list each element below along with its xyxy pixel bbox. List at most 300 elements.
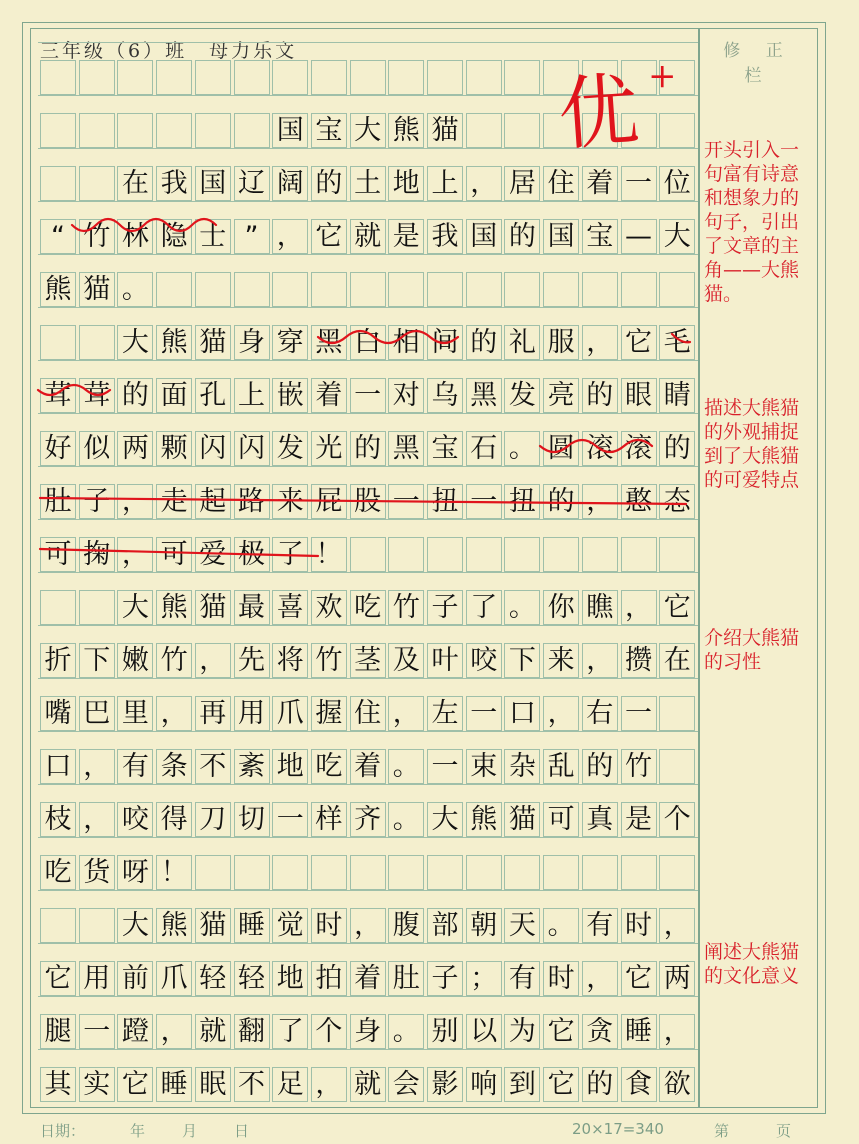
grid-cell (156, 272, 192, 307)
grid-cell (543, 855, 579, 890)
grid-cell: 大 (117, 325, 153, 360)
grid-cell: 咬 (117, 802, 153, 837)
grid-cell (79, 166, 115, 201)
grid-cell: 就 (350, 1067, 386, 1102)
grid-cell: 扭 (504, 484, 540, 519)
grid-cell: 滚 (582, 431, 618, 466)
grid-cell (195, 60, 231, 95)
grid-cell (659, 113, 695, 148)
grid-cell: 它 (543, 1067, 579, 1102)
grid-cell: 它 (311, 219, 347, 254)
row-divider (38, 572, 698, 573)
grid-cell: 态 (659, 484, 695, 519)
grid-cell: 茸 (40, 378, 76, 413)
grid-cell: 身 (234, 325, 270, 360)
row-divider (38, 42, 698, 43)
grid-cell: 猫 (504, 802, 540, 837)
grid-cell: 宝 (427, 431, 463, 466)
grid-cell: 礼 (504, 325, 540, 360)
grid-cell (40, 60, 76, 95)
grid-cell: 白 (350, 325, 386, 360)
grid-cell: ； (466, 961, 502, 996)
grid-cell: 欢 (311, 590, 347, 625)
grid-cell: 国 (272, 113, 308, 148)
row-divider (38, 678, 698, 679)
grid-cell: 瞧 (582, 590, 618, 625)
grid-cell: 孔 (195, 378, 231, 413)
grid-cell: ” (234, 219, 270, 254)
page-prefix: 第 (714, 1122, 730, 1140)
grid-cell (621, 855, 657, 890)
grade-mark: 优 (555, 63, 642, 162)
grid-cell: 口 (504, 696, 540, 731)
grid-cell (582, 537, 618, 572)
grid-cell: 的 (582, 1067, 618, 1102)
grid-cell: 吃 (40, 855, 76, 890)
grid-cell (504, 537, 540, 572)
grid-cell: 起 (195, 484, 231, 519)
date-month: 月 (182, 1122, 198, 1140)
grid-cell: 觉 (272, 908, 308, 943)
grid-cell: 住 (350, 696, 386, 731)
grid-cell: 熊 (388, 113, 424, 148)
grid-cell: 发 (272, 431, 308, 466)
grid-cell: 隐 (156, 219, 192, 254)
grid-cell (659, 749, 695, 784)
grid-cell: 颗 (156, 431, 192, 466)
grid-cell: 猫 (427, 113, 463, 148)
row-divider (38, 1049, 698, 1050)
grid-cell: 肚 (388, 961, 424, 996)
grid-cell (350, 272, 386, 307)
grid-cell (621, 537, 657, 572)
grid-row (38, 201, 698, 254)
grid-cell: 一 (350, 378, 386, 413)
grid-cell (350, 537, 386, 572)
grid-cell (195, 855, 231, 890)
grid-cell: 真 (582, 802, 618, 837)
grid-cell: 刀 (195, 802, 231, 837)
grid-cell: 它 (117, 1067, 153, 1102)
grid-cell: 以 (466, 1014, 502, 1049)
grid-cell: 。 (117, 272, 153, 307)
grid-cell: ， (350, 908, 386, 943)
grid-cell: 吃 (350, 590, 386, 625)
grid-cell (40, 113, 76, 148)
row-divider (38, 201, 698, 202)
grid-cell: 圆 (543, 431, 579, 466)
grid-cell: 辽 (234, 166, 270, 201)
grid-cell (388, 537, 424, 572)
grid-cell: 股 (350, 484, 386, 519)
grid-cell: 大 (350, 113, 386, 148)
grid-cell: 个 (659, 802, 695, 837)
row-divider (38, 360, 698, 361)
grid-cell (582, 272, 618, 307)
grid-cell: 走 (156, 484, 192, 519)
grid-cell: 切 (234, 802, 270, 837)
grid-cell: ， (156, 696, 192, 731)
grid-cell: 有 (582, 908, 618, 943)
grid-cell: ！ (311, 537, 347, 572)
grid-cell: 大 (117, 908, 153, 943)
grid-cell: ， (195, 643, 231, 678)
grid-cell: 大 (117, 590, 153, 625)
grid-cell: 在 (659, 643, 695, 678)
grid-cell: 路 (234, 484, 270, 519)
row-divider (38, 519, 698, 520)
grid-cell: 了 (272, 1014, 308, 1049)
grid-row (38, 943, 698, 996)
grid-cell (311, 272, 347, 307)
grid-cell (659, 855, 695, 890)
grid-cell: 右 (582, 696, 618, 731)
grid-cell: 喜 (272, 590, 308, 625)
grid-row (38, 678, 698, 731)
grid-cell: 着 (311, 378, 347, 413)
grid-row (38, 413, 698, 466)
grid-cell: 乱 (543, 749, 579, 784)
grid-cell: 时 (543, 961, 579, 996)
grid-cell: 亮 (543, 378, 579, 413)
grid-cell: 部 (427, 908, 463, 943)
grid-cell: 着 (350, 961, 386, 996)
grid-cell: 黑 (388, 431, 424, 466)
grid-cell: — (621, 219, 657, 254)
date-year: 年 (130, 1122, 146, 1140)
grid-cell: 欲 (659, 1067, 695, 1102)
grid-cell: 竹 (388, 590, 424, 625)
grid-cell (40, 590, 76, 625)
grid-cell (427, 60, 463, 95)
grid-cell: 会 (388, 1067, 424, 1102)
grid-cell (79, 908, 115, 943)
grid-cell: 的 (504, 219, 540, 254)
grid-cell: 的 (543, 484, 579, 519)
grid-cell: 的 (311, 166, 347, 201)
row-divider (38, 784, 698, 785)
grid-cell: 咬 (466, 643, 502, 678)
grid-cell: 轻 (234, 961, 270, 996)
grid-cell: 嫩 (117, 643, 153, 678)
grid-cell: 巴 (79, 696, 115, 731)
grid-cell (79, 325, 115, 360)
grid-cell (388, 855, 424, 890)
grid-cell: 士 (195, 219, 231, 254)
grid-cell: 朝 (466, 908, 502, 943)
grid-cell (79, 60, 115, 95)
grid-row (38, 731, 698, 784)
grid-cell: 睡 (156, 1067, 192, 1102)
margin-note-habits: 介绍大熊猫的习性 (704, 627, 800, 673)
grid-cell: 时 (621, 908, 657, 943)
grid-cell: 样 (311, 802, 347, 837)
grid-cell: 有 (117, 749, 153, 784)
grid-cell: 两 (117, 431, 153, 466)
grid-cell (504, 60, 540, 95)
grid-cell (117, 113, 153, 148)
grid-cell: 它 (543, 1014, 579, 1049)
row-divider (38, 890, 698, 891)
grid-cell (272, 855, 308, 890)
grid-cell: 爪 (272, 696, 308, 731)
grid-cell: 阔 (272, 166, 308, 201)
grid-cell: 嵌 (272, 378, 308, 413)
grid-cell: 爪 (156, 961, 192, 996)
grid-row (38, 837, 698, 890)
correction-column-title: 修 正 栏 (723, 41, 793, 86)
grid-cell: ， (659, 908, 695, 943)
grid-cell: 有 (504, 961, 540, 996)
grid-cell (40, 166, 76, 201)
grid-cell: 最 (234, 590, 270, 625)
grid-cell: 及 (388, 643, 424, 678)
grid-cell: 着 (350, 749, 386, 784)
grid-row (38, 625, 698, 678)
grid-cell: ， (117, 484, 153, 519)
grid-cell: 黑 (466, 378, 502, 413)
grid-cell: ， (117, 537, 153, 572)
grid-cell (156, 60, 192, 95)
grid-cell: 。 (388, 1014, 424, 1049)
grid-cell: 食 (621, 1067, 657, 1102)
page-suffix: 页 (776, 1122, 792, 1140)
grid-cell (79, 590, 115, 625)
grid-cell: 杂 (504, 749, 540, 784)
grid-row (38, 466, 698, 519)
grid-cell: 闪 (195, 431, 231, 466)
row-divider (38, 996, 698, 997)
grid-cell: ， (388, 696, 424, 731)
grid-cell: 腹 (388, 908, 424, 943)
grid-cell: 足 (272, 1067, 308, 1102)
grid-cell: 憨 (621, 484, 657, 519)
grid-cell: 熊 (156, 590, 192, 625)
grid-cell: 它 (40, 961, 76, 996)
grid-cell (466, 855, 502, 890)
margin-note-appearance: 描述大熊猫的外观捕捉到了大熊猫的可爱特点 (704, 397, 800, 491)
grid-cell: 了 (466, 590, 502, 625)
row-divider (38, 837, 698, 838)
grid-cell: 轻 (195, 961, 231, 996)
date-label: 日期： (40, 1122, 86, 1140)
grid-cell: ， (79, 749, 115, 784)
grid-cell: 翻 (234, 1014, 270, 1049)
grid-cell (234, 272, 270, 307)
grid-cell: 睛 (659, 378, 695, 413)
grid-cell: 极 (234, 537, 270, 572)
grid-cell (466, 537, 502, 572)
grid-cell: 就 (195, 1014, 231, 1049)
grid-cell: 熊 (156, 908, 192, 943)
grid-cell: 穿 (272, 325, 308, 360)
grid-cell (659, 696, 695, 731)
grid-cell (582, 855, 618, 890)
grid-cell: 天 (504, 908, 540, 943)
grid-cell: 贪 (582, 1014, 618, 1049)
grid-cell: 攒 (621, 643, 657, 678)
grid-cell: 宝 (311, 113, 347, 148)
grid-cell (117, 60, 153, 95)
grid-cell (40, 908, 76, 943)
grid-cell: 的 (582, 378, 618, 413)
grid-cell: 猫 (79, 272, 115, 307)
grid-cell: 。 (543, 908, 579, 943)
grid-cell: 国 (466, 219, 502, 254)
grid-cell: 我 (427, 219, 463, 254)
grid-cell: 一 (427, 749, 463, 784)
grid-cell: 黑 (311, 325, 347, 360)
grid-cell: 猫 (195, 325, 231, 360)
grid-cell (504, 272, 540, 307)
margin-note-opening: 开头引入一句富有诗意和想象力的句子，引出了文章的主角——大熊猫。 (704, 139, 800, 305)
grid-row (38, 784, 698, 837)
margin-note-culture: 阐述大熊猫的文化意义 (704, 941, 800, 987)
grid-cell: ， (582, 484, 618, 519)
grid-cell: 时 (311, 908, 347, 943)
grid-cell: 对 (388, 378, 424, 413)
date-day: 日 (234, 1122, 250, 1140)
grid-cell: 在 (117, 166, 153, 201)
grid-cell: 光 (311, 431, 347, 466)
grid-cell (659, 272, 695, 307)
grid-cell: 间 (427, 325, 463, 360)
grid-row (38, 360, 698, 413)
grid-cell: 蹬 (117, 1014, 153, 1049)
grid-cell: 闪 (234, 431, 270, 466)
grid-cell (40, 325, 76, 360)
grid-cell (621, 272, 657, 307)
grid-cell: 的 (466, 325, 502, 360)
grid-cell (427, 272, 463, 307)
grade-plus: + (648, 56, 677, 96)
grid-cell: 前 (117, 961, 153, 996)
grid-cell: 土 (350, 166, 386, 201)
grid-cell: 枝 (40, 802, 76, 837)
grid-cell: ， (582, 961, 618, 996)
grid-row (38, 890, 698, 943)
grid-cell: 呀 (117, 855, 153, 890)
grid-cell (311, 60, 347, 95)
grid-cell: 茎 (350, 643, 386, 678)
grid-cell (388, 272, 424, 307)
grid-cell (79, 113, 115, 148)
grid-cell: ， (543, 696, 579, 731)
grid-cell: 眼 (621, 378, 657, 413)
grid-row (38, 254, 698, 307)
grid-cell (427, 855, 463, 890)
grid-cell: 竹 (621, 749, 657, 784)
grid-row (38, 519, 698, 572)
grid-cell: 的 (659, 431, 695, 466)
grid-cell: 来 (272, 484, 308, 519)
grid-cell: 上 (234, 378, 270, 413)
grid-cell: 身 (350, 1014, 386, 1049)
grid-cell: ！ (156, 855, 192, 890)
grid-cell: 毛 (659, 325, 695, 360)
grid-cell: 你 (543, 590, 579, 625)
grid-cell: 实 (79, 1067, 115, 1102)
grid-cell (466, 113, 502, 148)
grid-row (38, 1049, 698, 1102)
grid-cell: 吃 (311, 749, 347, 784)
grid-cell: 掬 (79, 537, 115, 572)
grid-cell: 里 (117, 696, 153, 731)
grid-cell: 大 (659, 219, 695, 254)
grid-cell: 一 (621, 696, 657, 731)
grid-cell: 一 (621, 166, 657, 201)
grid-cell: 大 (427, 802, 463, 837)
grid-cell: 齐 (350, 802, 386, 837)
grid-cell: ， (79, 802, 115, 837)
grid-cell: 先 (234, 643, 270, 678)
grid-cell: ， (466, 166, 502, 201)
grid-cell: 居 (504, 166, 540, 201)
grid-cell (234, 113, 270, 148)
grid-cell: 可 (40, 537, 76, 572)
grid-cell: 下 (79, 643, 115, 678)
grid-cell: ， (311, 1067, 347, 1102)
grid-cell: 肚 (40, 484, 76, 519)
grid-cell (543, 272, 579, 307)
grid-cell (543, 537, 579, 572)
grid-cell: 发 (504, 378, 540, 413)
grid-cell: 来 (543, 643, 579, 678)
grid-cell (350, 855, 386, 890)
grid-cell: 熊 (156, 325, 192, 360)
grid-cell: 睡 (234, 908, 270, 943)
grid-cell: 个 (311, 1014, 347, 1049)
grid-cell: 屁 (311, 484, 347, 519)
grid-cell: 再 (195, 696, 231, 731)
grid-cell (195, 272, 231, 307)
grid-cell: 左 (427, 696, 463, 731)
grid-cell: 石 (466, 431, 502, 466)
grid-cell: ， (582, 643, 618, 678)
grid-cell: 腿 (40, 1014, 76, 1049)
grid-cell: 子 (79, 484, 115, 519)
grid-cell: 用 (234, 696, 270, 731)
grid-cell: 其 (40, 1067, 76, 1102)
grid-cell: “ (40, 219, 76, 254)
grid-cell: 了 (272, 537, 308, 572)
grid-cell: 就 (350, 219, 386, 254)
grid-cell: 住 (543, 166, 579, 201)
grid-cell: 竹 (156, 643, 192, 678)
grid-cell: 下 (504, 643, 540, 678)
grid-cell: 拍 (311, 961, 347, 996)
grid-cell: 猫 (195, 908, 231, 943)
grid-cell: 。 (504, 431, 540, 466)
grid-cell: 位 (659, 166, 695, 201)
grid-cell: 两 (659, 961, 695, 996)
grid-cell: 乌 (427, 378, 463, 413)
grid-cell (234, 855, 270, 890)
row-divider (38, 625, 698, 626)
grid-cell: 可 (543, 802, 579, 837)
grid-row (38, 307, 698, 360)
grid-cell: 扭 (427, 484, 463, 519)
grid-cell: 的 (350, 431, 386, 466)
grid-cell: 熊 (466, 802, 502, 837)
grid-cell: 叶 (427, 643, 463, 678)
grid-cell: 宝 (582, 219, 618, 254)
grid-cell: ， (272, 219, 308, 254)
grid-cell: 竹 (79, 219, 115, 254)
grid-cell: ， (621, 590, 657, 625)
grid-cell: 是 (621, 802, 657, 837)
grid-cell: 一 (79, 1014, 115, 1049)
